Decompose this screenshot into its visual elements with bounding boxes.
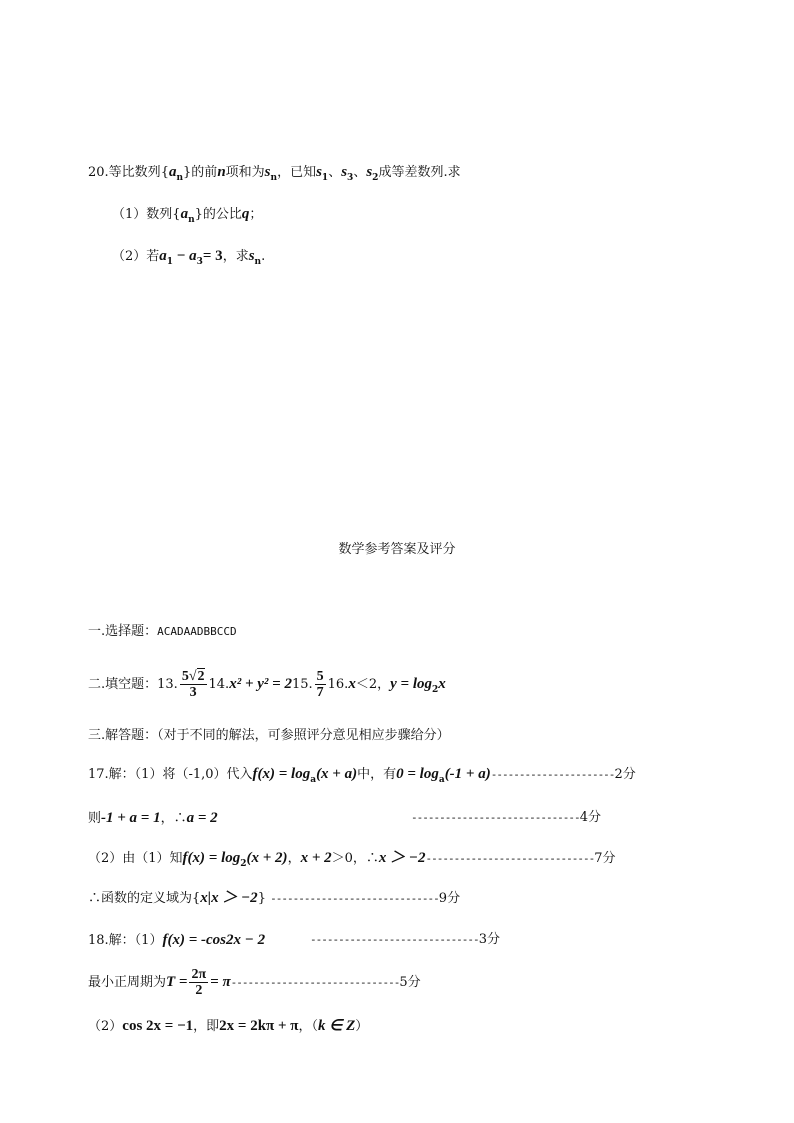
q20-p2-text: ，求 (222, 249, 249, 264)
s18-l2-eq: = π (210, 974, 231, 990)
q15-fraction (315, 669, 326, 700)
s17-l3-func: f(x) = log (182, 850, 241, 866)
q13-num-coef: 5 (181, 669, 189, 684)
s17-l3-score: 7分 (594, 851, 616, 866)
s18-line-3 (88, 1016, 368, 1037)
s17-l3-dash: ------------------------------ (425, 852, 595, 865)
section-2 (88, 664, 446, 710)
s18-l1-func: f(x) = -cos2x − 2 (162, 932, 266, 948)
question-20-part2: （2）若$a_1 - a_3= 3$，求$s_n$. (112, 248, 266, 267)
s18-l3-eq-2: 2x = 2kπ + π (219, 1018, 299, 1034)
s17-l2-dash: ------------------------------ (411, 811, 580, 824)
s17-l1-dash: ---------------------- (490, 768, 615, 781)
s17-l3-func-arg: (x + 2) (246, 850, 288, 866)
s18-l2-score: 5分 (399, 975, 421, 990)
q16-var: x (348, 676, 356, 692)
s18-l1-text: 18.解：（1） (88, 933, 163, 948)
s17-l1-func: f(x) = log (252, 766, 311, 782)
s17-l1-eq-arg: (-1 + a) (444, 766, 491, 782)
an-symbol: a (180, 206, 189, 222)
s17-l4-close: } (257, 891, 266, 906)
s18-l3-label: （2） (88, 1019, 123, 1034)
s17-l1-eq-sub: a (438, 775, 445, 785)
s17-l2-tail (411, 808, 601, 828)
sn-sub: n (270, 173, 278, 183)
s18-l2-T: T = (166, 974, 188, 990)
choice-answers: ACADAADBBCCD (157, 625, 237, 638)
question-20-line1: 20.等比数列$\{a_n\}$的前n项和为$s_n$，已知$s_1$、$s_3$、$s_2$成等差数列.求 (88, 164, 461, 183)
a1-sub: 1 (166, 257, 174, 267)
q13-num-radicand: 2 (197, 669, 205, 684)
question-20-part1: （1）数列$\{a_n\}$的公比q； (112, 206, 263, 225)
s18-l2-text: 最小正周期为 (88, 975, 167, 990)
s17-l3-sep: ， (287, 851, 301, 866)
s17-l2-eq-2: a = 2 (186, 810, 218, 826)
sn-symbol: s (264, 164, 271, 180)
q20-p2-eq: = 3 (202, 248, 223, 264)
q13-fraction (180, 669, 207, 700)
s3-sub: 3 (347, 173, 354, 183)
sn-sub: n (254, 257, 262, 267)
s17-line-3 (88, 848, 615, 874)
s17-l1-func-arg: (x + a) (316, 766, 358, 782)
sep-1: 、 (328, 165, 342, 180)
s18-l1-dash: ------------------------------ (310, 933, 479, 946)
n-symbol: n (217, 164, 226, 180)
s3-symbol: s (341, 164, 348, 180)
s17-l4-score: 9分 (438, 891, 461, 906)
q20-p1-end: ； (249, 207, 263, 222)
q20-prefix: 20.等比数列 (88, 165, 161, 180)
q20-text-2: 项和为 (225, 165, 265, 180)
s17-l3-result: x ＞ −2 (378, 850, 426, 866)
s17-l4-dash: ------------------------------ (270, 892, 439, 905)
s17-l2-text: 则 (88, 811, 102, 826)
s17-l1-text-2: 中，有 (357, 767, 397, 782)
q15-number: 15. (291, 677, 313, 692)
section-1-label: 一.选择题： (88, 624, 158, 639)
q20-p2-label: （2）若 (112, 249, 160, 264)
q15-numerator: 5 (316, 669, 324, 684)
q-symbol: q (241, 206, 250, 222)
q16-func-arg: x (438, 676, 446, 692)
s17-l2-text-2: ，∴ (160, 811, 187, 826)
an-sub: n (176, 173, 184, 183)
s18-l2-dash: ------------------------------ (230, 976, 400, 989)
an-symbol: a (168, 164, 177, 180)
s17-l2-eq: -1 + a = 1 (101, 810, 161, 826)
s18-l2-denominator: 2 (195, 983, 203, 998)
s18-l2-numerator: 2π (191, 967, 207, 982)
q20-p1-label: （1）数列 (112, 207, 173, 222)
s18-line-2 (88, 962, 421, 1003)
an-sub: n (188, 215, 195, 225)
q20-text-3: ，已知 (277, 165, 317, 180)
section-1 (88, 622, 237, 642)
s18-l1-tail (310, 930, 500, 950)
s17-l3-text: （2）由（1）知 (88, 851, 183, 866)
s17-l1-text: 17.解：（1）将（-1,0）代入 (88, 767, 253, 782)
s17-l3-ineq: ＞0，∴ (331, 851, 379, 866)
s17-line-1 (88, 764, 636, 790)
s18-l3-open: ，（ (298, 1019, 319, 1034)
q20-text-1: 的前 (191, 165, 218, 180)
s17-l4-text: ∴函数的定义域为{ (88, 891, 201, 906)
q14-answer: x² + y² = 2 (229, 676, 292, 692)
s18-l1-score: 3分 (478, 932, 500, 947)
s17-l1-eq: 0 = log (396, 766, 439, 782)
s1-symbol: s (316, 164, 322, 180)
s18-l3-eq-1: cos 2x = −1 (122, 1018, 194, 1034)
q16-log-base: 2 (431, 685, 439, 695)
s18-l3-eq-3: k ∈ Z (318, 1018, 356, 1034)
s17-l1-func-sub: a (310, 775, 317, 785)
s1-sub: 1 (321, 173, 329, 183)
s17-l4-set: x|x ＞ −2 (200, 890, 258, 906)
q20-p1-text: 的公比 (202, 207, 242, 222)
s17-line-4 (88, 888, 460, 909)
q13-denominator: 3 (189, 685, 197, 700)
s18-l3-close: ） (355, 1019, 369, 1034)
section-3: 三.解答题：（对于不同的解法，可参照评分意见相应步骤给分） (88, 728, 450, 743)
q13-numerator: 5√2 (181, 669, 205, 684)
q14-number: 14. (208, 677, 230, 692)
q20-text-4: 成等差数列.求 (378, 165, 461, 180)
q15-denominator: 7 (316, 685, 324, 700)
q16-number: 16. (327, 677, 349, 692)
s2-symbol: s (366, 164, 373, 180)
s17-l3-expr: x + 2 (300, 850, 332, 866)
s2-sub: 2 (372, 173, 379, 183)
q20-p2-end: . (261, 249, 266, 264)
sep-2: 、 (353, 165, 367, 180)
q16-func: y = log (390, 676, 432, 692)
a3-symbol: a (189, 248, 197, 264)
section-2-label: 二.填空题： (88, 677, 158, 692)
q13-number: 13. (157, 677, 178, 692)
s17-l2-score: 4分 (579, 810, 601, 825)
s17-line-2 (88, 808, 601, 829)
a1-symbol: a (159, 248, 167, 264)
answer-title: 数学参考答案及评分 (338, 542, 456, 557)
s17-l1-score: 2分 (614, 767, 636, 782)
q16-ineq: ＜2， (355, 677, 391, 692)
s18-l3-text: ，即 (193, 1019, 220, 1034)
s18-line-1 (88, 930, 500, 951)
s17-l3-func-sub: 2 (240, 859, 247, 869)
s18-l2-fraction (189, 967, 208, 998)
sn-symbol: s (248, 248, 255, 264)
a3-sub: 3 (196, 257, 203, 267)
